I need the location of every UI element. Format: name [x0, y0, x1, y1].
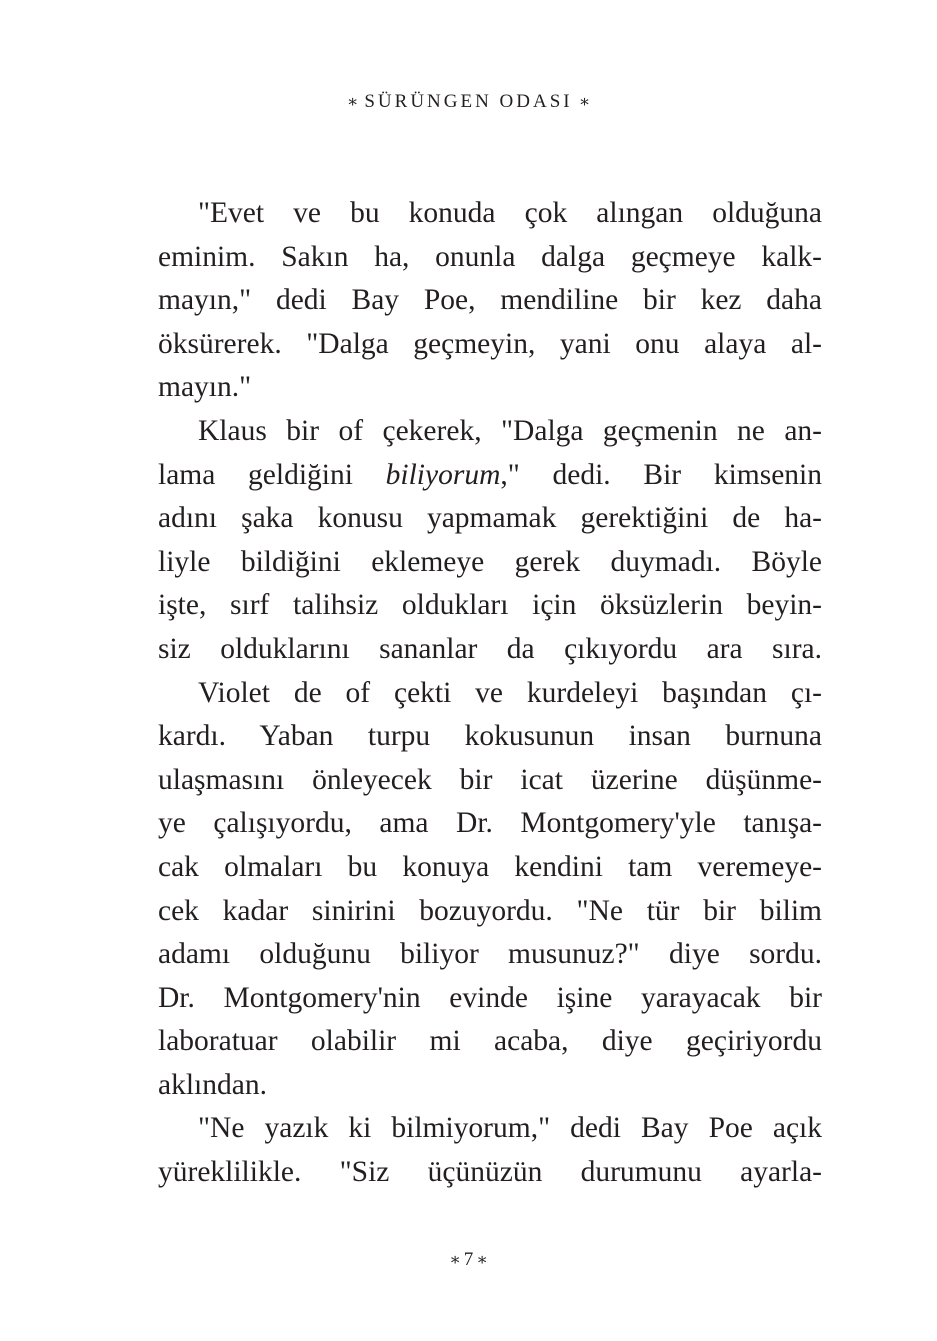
text-line: Violet de of çekti ve kurdeleyi başından çı-: [198, 676, 822, 709]
text-line: Dr. Montgomery'nin evinde işine yarayacak bir: [158, 981, 822, 1014]
text-line: eminim. Sakın ha, onunla dalga geçmeye kalk-: [158, 240, 822, 273]
text-line: aklından.: [158, 1068, 267, 1101]
ornament-left-icon: ∗: [449, 1250, 461, 1269]
text-line: "Evet ve bu konuda çok alıngan olduğuna: [198, 197, 822, 229]
ornament-left-icon: ∗: [346, 92, 359, 111]
paragraph: [158, 672, 822, 1108]
text-run: lama geldiğini: [158, 458, 386, 491]
paragraph: [158, 410, 822, 672]
text-line: işte, sırf talihsiz oldukları için öksüzlerin beyin-: [158, 589, 822, 622]
running-head: [0, 88, 937, 116]
paragraph: [158, 192, 822, 410]
paragraph: [158, 1107, 822, 1194]
text-line: cek kadar sinirini bozuyordu. "Ne tür bir bilim: [158, 894, 822, 927]
italic-emphasis: biliyorum: [385, 458, 501, 491]
ornament-right-icon: ∗: [476, 1250, 488, 1269]
text-line: Klaus bir of çekerek, "Dalga geçmenin ne an-: [198, 414, 822, 447]
text-line: ulaşmasını önleyecek bir icat üzerine düşünme-: [158, 763, 822, 796]
text-run: ," dedi. Bir kimsenin: [500, 458, 822, 491]
text-line: yüreklilikle. "Siz üçünüzün durumunu ayarla-: [158, 1156, 822, 1189]
text-line: mayın.": [158, 371, 252, 404]
text-line: siz olduklarını sananlar da çıkıyordu ara sıra.: [158, 632, 822, 665]
text-line: kardı. Yaban turpu kokusunun insan burnuna: [158, 720, 822, 753]
text-line: adamı olduğunu biliyor musunuz?" diye sordu.: [158, 938, 822, 971]
text-line: "Ne yazık ki bilmiyorum," dedi Bay Poe açık: [198, 1112, 822, 1145]
text-line: mayın," dedi Bay Poe, mendiline bir kez daha: [158, 284, 822, 317]
text-line: adını şaka konusu yapmamak gerektiğini de ha-: [158, 502, 822, 535]
running-head-title: SÜRÜNGEN ODASI: [364, 91, 573, 112]
page-footer: [0, 1246, 937, 1274]
text-line: ye çalışıyordu, ama Dr. Montgomery'yle tanışa-: [158, 807, 822, 840]
text-line: [158, 454, 822, 498]
body-text: [158, 192, 822, 1195]
text-line: liyle bildiğini eklemeye gerek duymadı. Böyle: [158, 545, 822, 578]
page-number: 7: [463, 1249, 474, 1270]
text-line: öksürerek. "Dalga geçmeyin, yani onu alaya al-: [158, 327, 822, 360]
text-line: cak olmaları bu konuya kendini tam veremeye-: [158, 850, 822, 883]
ornament-right-icon: ∗: [578, 92, 591, 111]
text-line: laboratuar olabilir mi acaba, diye geçiriyordu: [158, 1025, 822, 1058]
